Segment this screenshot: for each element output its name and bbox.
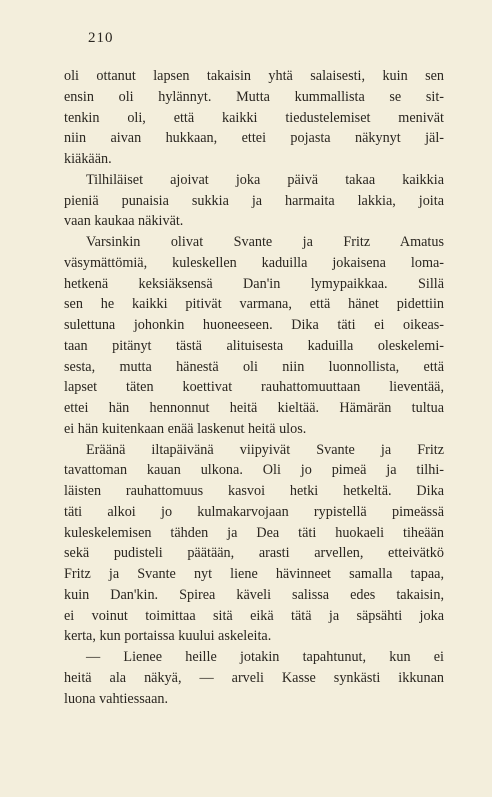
text-line: luona vahtiessaan. <box>64 690 169 707</box>
text-line: Varsinkin olivat Svante ja Fritz Amatus <box>86 234 444 250</box>
text-line: niin aivan hukkaan, ettei pojasta näkynyt jäl- <box>64 130 444 147</box>
text-line: kuleskelemisen tähden ja Dea täti huokaeli tiheään <box>64 524 444 541</box>
text-line: läisten rauhattomuus kasvoi hetki hetkeltä. Dika <box>64 483 444 499</box>
text-line: väsymättömiä, kuleskellen kaduilla jokaisena loma- <box>64 254 444 271</box>
text-line: kuin Dan'kin. Spirea käveli salissa edes takaisin, <box>64 586 444 603</box>
text-line: lapset täten koettivat rauhattomuuttaan lieventää, <box>64 379 444 396</box>
text-line: ensin oli hylännyt. Mutta kummallista se sit- <box>64 88 444 105</box>
text-line: sen he kaikki pitivät varmana, että hänet pidettiin <box>64 296 444 313</box>
text-line: sekä pudisteli päätään, arasti arvellen, etteivätkö <box>64 545 444 562</box>
text-line: ettei hän hennonnut heitä kieltää. Hämärän tultua <box>64 400 444 416</box>
text-line: kiäkään. <box>64 151 112 167</box>
text-line: pieniä punaisia sukkia ja harmaita lakkia, joita <box>64 192 444 209</box>
text-line: Eräänä iltapäivänä viipyivät Svante ja Fritz <box>86 441 444 458</box>
page-number: 210 <box>88 30 114 46</box>
text-line: sesta, mutta hänestä oli niin luonnollista, että <box>64 358 444 375</box>
text-line: Fritz ja Svante nyt liene hävinneet samalla tapaa, <box>64 566 444 582</box>
text-line: taan pitänyt tästä alituisesta kaduilla oleskelemi- <box>64 337 444 354</box>
text-line: kerta, kun portaissa kuului askeleita. <box>64 628 272 645</box>
text-line: ei hän kuitenkaan enää laskenut heitä ulos. <box>64 420 307 437</box>
body-text <box>64 66 444 709</box>
text-line: täti alkoi jo kulmakarvojaan rypistellä pimeässä <box>64 503 444 520</box>
text-line: Tilhiläiset ajoivat joka päivä takaa kaikkia <box>86 171 444 188</box>
text-line: tenkin oli, että kaikki tiedustelemiset menivät <box>64 109 444 126</box>
text-line: tavattoman kauan ulkona. Oli jo pimeä ja tilhi- <box>64 462 444 479</box>
text-line: sulettuna johonkin huoneeseen. Dika täti ei oikeas- <box>64 317 444 333</box>
text-line: ei voinut toimittaa sitä eikä tätä ja säpsähti joka <box>64 607 444 624</box>
text-line: heitä ala näkyä, — arveli Kasse synkästi ikkunan <box>64 669 444 686</box>
text-line: — Lienee heille jotakin tapahtunut, kun ei <box>86 649 444 665</box>
text-line: vaan kaukaa näkivät. <box>64 213 184 230</box>
text-line: oli ottanut lapsen takaisin yhtä salaisesti, kuin sen <box>64 68 444 84</box>
text-line: hetkenä keksiäksensä Dan'in lymypaikkaa. Sillä <box>64 275 444 292</box>
